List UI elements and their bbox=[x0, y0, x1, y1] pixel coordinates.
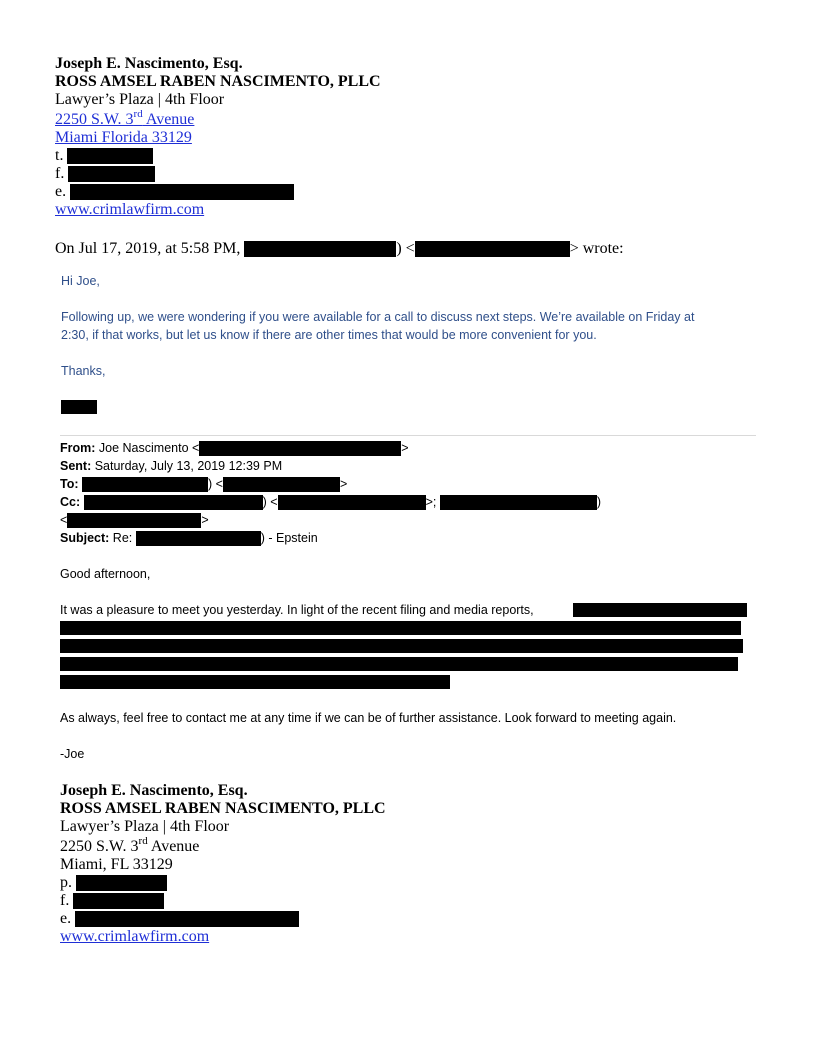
redaction bbox=[76, 875, 167, 891]
redaction bbox=[67, 148, 153, 164]
signature-city: Miami, FL 33129 bbox=[60, 856, 173, 873]
redaction bbox=[60, 639, 743, 653]
signature-fax: f. bbox=[60, 892, 386, 910]
redaction bbox=[75, 911, 299, 927]
signature-phone: t. bbox=[55, 147, 381, 165]
reply-greeting: Hi Joe, bbox=[61, 274, 100, 288]
reply-closing: Thanks, bbox=[61, 364, 106, 378]
signature-website[interactable] bbox=[55, 201, 381, 219]
bottom-signature bbox=[60, 782, 386, 946]
signature-city[interactable] bbox=[55, 129, 381, 147]
signature-email: e. bbox=[55, 183, 381, 201]
city-link[interactable]: Miami Florida 33129 bbox=[55, 129, 192, 146]
reply-body-line: Following up, we were wondering if you were available for a call to discuss next steps. We’re available on Friday at bbox=[61, 310, 695, 324]
signature-website[interactable] bbox=[60, 928, 386, 946]
signature-fax: f. bbox=[55, 165, 381, 183]
sent-line: Sent: Saturday, July 13, 2019 12:39 PM bbox=[60, 459, 283, 473]
redaction bbox=[60, 675, 450, 689]
redaction bbox=[82, 477, 208, 492]
signature-phone: p. bbox=[60, 874, 386, 892]
redaction bbox=[67, 513, 201, 528]
street-link[interactable]: 2250 S.W. 3rd Avenue bbox=[55, 108, 195, 128]
body-signoff: -Joe bbox=[60, 747, 85, 761]
body-paragraph: As always, feel free to contact me at any time if we can be of further assistance. Look forward to meeting again. bbox=[60, 711, 677, 725]
signature-street[interactable] bbox=[55, 108, 381, 129]
divider bbox=[60, 435, 756, 436]
signature-office: Lawyer’s Plaza | 4th Floor bbox=[55, 91, 225, 108]
redaction bbox=[415, 241, 570, 257]
redaction bbox=[136, 531, 261, 546]
website-link[interactable]: www.crimlawfirm.com bbox=[55, 201, 205, 218]
signature-firm: ROSS AMSEL RABEN NASCIMENTO, PLLC bbox=[55, 73, 381, 90]
redaction bbox=[60, 657, 738, 671]
reply-body-line: 2:30, if that works, but let us know if there are other times that would be more convenient for you. bbox=[61, 328, 597, 342]
website-link[interactable]: www.crimlawfirm.com bbox=[60, 928, 210, 945]
body-paragraph-start: It was a pleasure to meet you yesterday. In light of the recent filing and media reports, bbox=[60, 603, 534, 617]
redaction bbox=[573, 603, 747, 617]
cc-line-continued: < > bbox=[60, 513, 209, 527]
redaction bbox=[84, 495, 263, 510]
redaction bbox=[223, 477, 340, 492]
signature-name: Joseph E. Nascimento, Esq. bbox=[60, 782, 248, 799]
to-line: To: ) < > bbox=[60, 477, 348, 491]
top-signature bbox=[55, 55, 381, 219]
redaction bbox=[440, 495, 597, 510]
from-line: From: Joe Nascimento < > bbox=[60, 441, 409, 455]
signature-street: 2250 S.W. 3rd Avenue bbox=[60, 835, 200, 855]
redaction bbox=[244, 241, 396, 257]
signature-email: e. bbox=[60, 910, 386, 928]
redaction bbox=[60, 621, 741, 635]
reply-header: On Jul 17, 2019, at 5:58 PM, ) < > wrote: bbox=[55, 240, 624, 257]
body-greeting: Good afternoon, bbox=[60, 567, 151, 581]
subject-line: Subject: Re: ) - Epstein bbox=[60, 531, 318, 545]
redaction bbox=[70, 184, 294, 200]
redaction bbox=[68, 166, 155, 182]
cc-line: Cc: ) < >; ) bbox=[60, 495, 602, 509]
signature-firm: ROSS AMSEL RABEN NASCIMENTO, PLLC bbox=[60, 800, 386, 817]
redaction bbox=[61, 400, 97, 414]
redaction bbox=[278, 495, 426, 510]
redaction bbox=[199, 441, 401, 456]
signature-name: Joseph E. Nascimento, Esq. bbox=[55, 55, 243, 72]
redaction bbox=[73, 893, 164, 909]
signature-office: Lawyer’s Plaza | 4th Floor bbox=[60, 818, 230, 835]
